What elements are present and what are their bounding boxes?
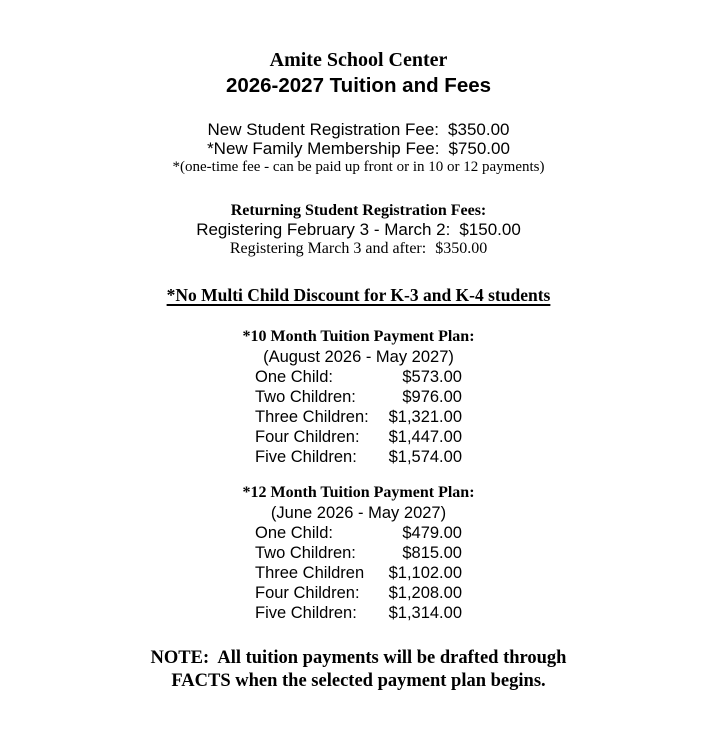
- tuition-label: One Child:: [255, 524, 333, 542]
- tuition-row: [255, 523, 462, 543]
- returning-fees-heading: Returning Student Registration Fees:: [230, 202, 487, 219]
- fee-amount: $750.00: [448, 139, 510, 158]
- plan-period: (June 2026 - May 2027): [270, 504, 447, 522]
- plan-period: (August 2026 - May 2027): [263, 348, 454, 366]
- tuition-row: [255, 603, 462, 623]
- tuition-row: [255, 583, 462, 603]
- new-student-fees-section: [0, 120, 717, 177]
- tuition-amount: $1,574.00: [388, 448, 462, 466]
- plan-title: *10 Month Tuition Payment Plan:: [242, 328, 475, 345]
- tuition-amount: $1,208.00: [388, 584, 462, 602]
- tuition-amount: $573.00: [402, 368, 462, 386]
- fee-label: *New Family Membership Fee:: [207, 139, 440, 158]
- plan-10-month-section: [0, 327, 717, 467]
- fee-label: Registering February 3 - March 2:: [196, 220, 451, 239]
- tuition-amount: $815.00: [402, 544, 462, 562]
- tuition-row: [255, 427, 462, 447]
- fee-label: New Student Registration Fee:: [207, 120, 440, 139]
- tuition-label: Four Children:: [255, 584, 360, 602]
- fee-amount: $350.00: [448, 120, 510, 139]
- tuition-label: Four Children:: [255, 428, 360, 446]
- tuition-label: Three Children: [255, 564, 365, 582]
- plan-title: *12 Month Tuition Payment Plan:: [242, 484, 475, 501]
- facts-draft-note: [0, 647, 717, 693]
- tuition-table: [255, 367, 462, 467]
- tuition-row: [255, 407, 462, 427]
- tuition-row: [255, 447, 462, 467]
- tuition-amount: $1,321.00: [388, 408, 462, 426]
- tuition-row: [255, 563, 462, 583]
- one-time-fee-footnote: *(one-time fee - can be paid up front or in 10 or 12 payments): [172, 159, 545, 175]
- tuition-label: Five Children:: [255, 448, 357, 466]
- fee-label: Registering March 3 and after:: [229, 240, 427, 257]
- no-multi-child-discount-notice: *No Multi Child Discount for K-3 and K-4 students: [166, 285, 551, 305]
- note-line: NOTE: All tuition payments will be drafted through: [150, 648, 567, 668]
- note-line: FACTS when the selected payment plan begins.: [171, 671, 546, 691]
- tuition-amount: $479.00: [402, 524, 462, 542]
- tuition-amount: $1,447.00: [388, 428, 462, 446]
- tuition-amount: $1,102.00: [388, 564, 462, 582]
- new-student-registration-fee-line: [0, 120, 717, 139]
- tuition-label: Three Children:: [255, 408, 369, 426]
- returning-student-fees-section: [0, 201, 717, 258]
- fee-amount: $150.00: [459, 220, 521, 239]
- tuition-row: [255, 367, 462, 387]
- tuition-label: One Child:: [255, 368, 333, 386]
- early-registration-fee-line: [0, 220, 717, 239]
- tuition-table: [255, 523, 462, 623]
- new-family-membership-fee-line: [0, 139, 717, 158]
- plan-12-month-section: [0, 483, 717, 623]
- late-registration-fee-line: [0, 239, 717, 258]
- tuition-label: Two Children:: [255, 388, 356, 406]
- tuition-label: Five Children:: [255, 604, 357, 622]
- tuition-row: [255, 543, 462, 563]
- page-title: 2026-2027 Tuition and Fees: [225, 74, 492, 97]
- school-name: Amite School Center: [269, 49, 448, 71]
- tuition-amount: $976.00: [402, 388, 462, 406]
- tuition-label: Two Children:: [255, 544, 356, 562]
- fee-amount: $350.00: [435, 240, 488, 257]
- tuition-amount: $1,314.00: [388, 604, 462, 622]
- tuition-row: [255, 387, 462, 407]
